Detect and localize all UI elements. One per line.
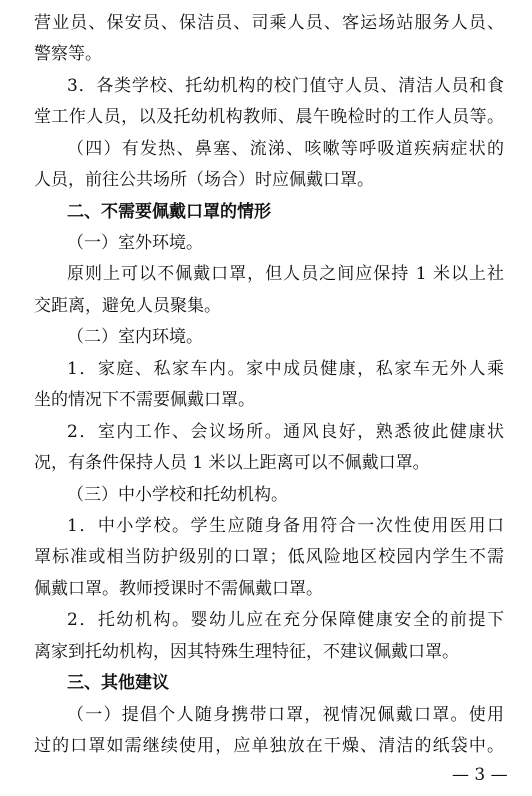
paragraph-line: 况，有条件保持人员 1 米以上距离可以不佩戴口罩。 [34, 453, 430, 473]
paragraph-line: 罩标准或相当防护级别的口罩；低风险地区校园内学生不需 [34, 547, 504, 567]
paragraph-line: 坐的情况下不需要佩戴口罩。 [34, 390, 255, 410]
paragraph-line: 堂工作人员，以及托幼机构教师、晨午晚检时的工作人员等。 [34, 107, 504, 127]
subsection-heading: （二）室内环境。 [67, 327, 203, 347]
paragraph-line: 3．各类学校、托幼机构的校门值守人员、清洁人员和食 [67, 76, 504, 96]
paragraph-line: 离家到托幼机构，因其特殊生理特征，不建议佩戴口罩。 [34, 642, 459, 662]
paragraph-line: 2．室内工作、会议场所。通风良好，熟悉彼此健康状 [67, 422, 504, 442]
subsection-heading: （三）中小学校和托幼机构。 [67, 485, 288, 505]
subsection-heading: （一）室外环境。 [67, 233, 203, 253]
paragraph-line: （一）提倡个人随身携带口罩，视情况佩戴口罩。使用 [67, 705, 504, 725]
paragraph-line: 1．中小学校。学生应随身备用符合一次性使用医用口 [67, 516, 504, 536]
paragraph-line: 1．家庭、私家车内。家中成员健康，私家车无外人乘 [67, 359, 504, 379]
paragraph-line: 营业员、保安员、保洁员、司乘人员、客运场站服务人员、 [34, 13, 504, 33]
paragraph-line: 警察等。 [34, 44, 102, 64]
paragraph-line: 原则上可以不佩戴口罩，但人员之间应保持 1 米以上社 [67, 264, 504, 284]
paragraph-line: 交距离，避免人员聚集。 [34, 296, 221, 316]
paragraph-line: （四）有发热、鼻塞、流涕、咳嗽等呼吸道疾病症状的 [67, 139, 504, 159]
paragraph-line: 人员，前往公共场所（场合）时应佩戴口罩。 [34, 170, 374, 190]
section-heading: 三、其他建议 [67, 673, 169, 693]
paragraph-line: 2．托幼机构。婴幼儿应在充分保障健康安全的前提下 [67, 610, 504, 630]
paragraph-line: 过的口罩如需继续使用，应单独放在干燥、清洁的纸袋中。 [34, 736, 504, 756]
page-number: — 3 — [452, 765, 508, 785]
section-heading: 二、不需要佩戴口罩的情形 [67, 202, 271, 222]
paragraph-line: 佩戴口罩。教师授课时不需佩戴口罩。 [34, 579, 323, 599]
